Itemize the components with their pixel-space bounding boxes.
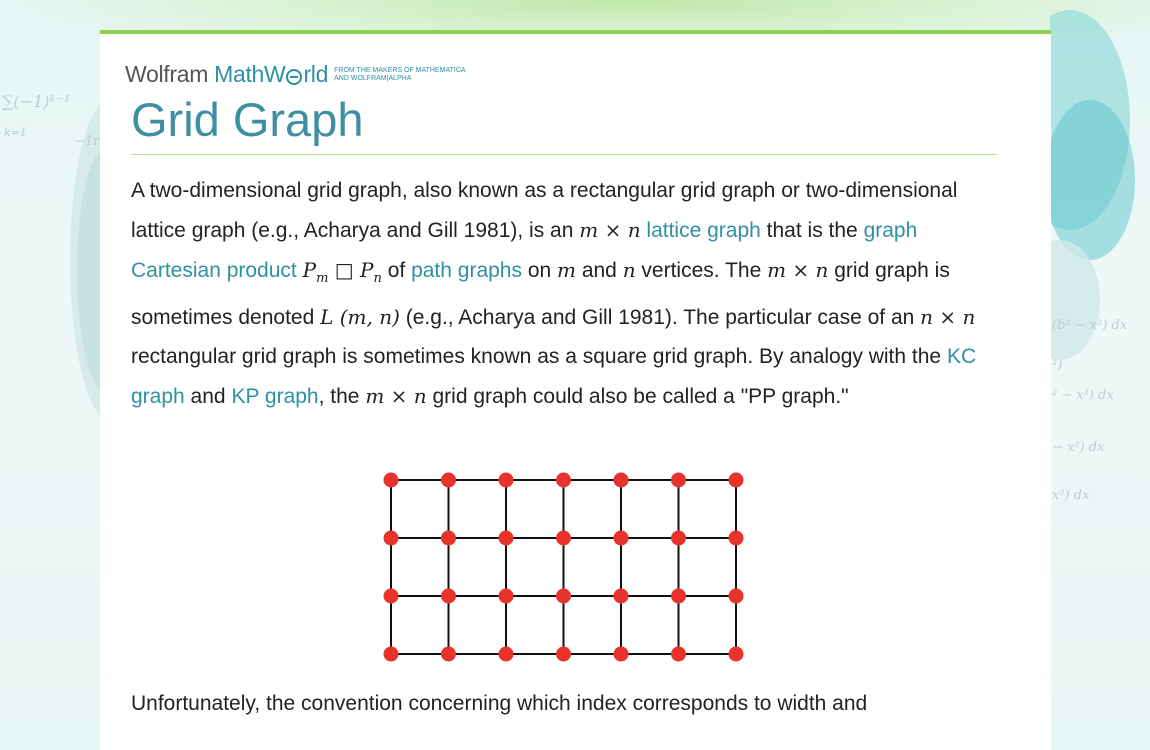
page-title: Grid Graph bbox=[131, 93, 364, 146]
math-p-symbol: P bbox=[302, 257, 317, 282]
right-decorative-background bbox=[1050, 0, 1150, 560]
grid-vertex bbox=[499, 531, 514, 546]
bg-formula-right-1: (b² − x²) dx bbox=[1052, 318, 1128, 333]
grid-vertex bbox=[441, 473, 456, 488]
intro-paragraph bbox=[131, 172, 997, 417]
text-segment: grid graph is sometimes denoted bbox=[131, 258, 950, 330]
grid-vertex bbox=[556, 589, 571, 604]
text-segment: , the bbox=[318, 384, 366, 408]
second-paragraph: Unfortunately, the convention concerning which index corresponds to width and bbox=[131, 692, 868, 715]
title-divider bbox=[131, 154, 997, 155]
grid-vertex bbox=[384, 473, 399, 488]
mathworld-logo[interactable] bbox=[125, 60, 466, 88]
math-subscript-n: n bbox=[373, 270, 382, 286]
link-lattice-graph[interactable]: lattice graph bbox=[646, 218, 761, 242]
grid-vertex bbox=[671, 473, 686, 488]
bg-formula-right-3: ² − x²) dx bbox=[1052, 388, 1114, 403]
grid-vertex bbox=[556, 531, 571, 546]
text-segment: of bbox=[381, 258, 412, 282]
logo-tagline-line-2: AND WOLFRAM|ALPHA bbox=[334, 75, 412, 82]
math-m: m bbox=[557, 257, 576, 282]
grid-vertex bbox=[556, 647, 571, 662]
bg-formula-right-4: − x²) dx bbox=[1052, 440, 1105, 455]
grid-graph-figure bbox=[380, 466, 750, 666]
grid-vertex bbox=[671, 647, 686, 662]
grid-vertex bbox=[729, 473, 744, 488]
grid-vertex bbox=[499, 473, 514, 488]
grid-vertex bbox=[441, 647, 456, 662]
math-p-symbol: P bbox=[360, 257, 374, 282]
grid-vertex bbox=[671, 531, 686, 546]
grid-vertex bbox=[384, 589, 399, 604]
text-segment: and bbox=[575, 258, 623, 282]
grid-vertex bbox=[614, 531, 629, 546]
logo-tagline bbox=[334, 67, 465, 83]
grid-vertex bbox=[556, 473, 571, 488]
grid-vertex bbox=[729, 531, 744, 546]
logo-wolfram-text: Wolfram bbox=[125, 61, 209, 87]
bg-formula-right-2: ²) bbox=[1052, 358, 1063, 373]
grid-vertex bbox=[384, 647, 399, 662]
math-m-times-n: m × n bbox=[365, 383, 427, 408]
text-segment: grid graph could also be called a "PP graph." bbox=[426, 384, 849, 408]
globe-icon bbox=[286, 69, 302, 85]
logo-mathworld-text bbox=[214, 61, 328, 88]
math-box-operator: □ bbox=[328, 257, 361, 282]
link-path-graphs[interactable]: path graphs bbox=[411, 258, 522, 282]
math-l-m-n: L (m, n) bbox=[320, 305, 400, 330]
grid-vertex bbox=[499, 589, 514, 604]
math-subscript-m: m bbox=[316, 270, 329, 286]
grid-vertex bbox=[614, 473, 629, 488]
text-segment: rectangular grid graph is sometimes known as a square grid graph. By analogy with the bbox=[131, 345, 947, 369]
link-kc-graph[interactable]: KC graph bbox=[131, 345, 977, 408]
text-segment: A two-dimensional grid graph, also known as a rectangular grid graph or two-dimensional lattice graph (e.g., Acharya and Gill 1981), is an bbox=[131, 179, 958, 242]
math-p-n bbox=[360, 257, 382, 286]
text-segment: (e.g., Acharya and Gill 1981). The particular case of an bbox=[399, 306, 921, 330]
math-m-times-n: m × n bbox=[767, 257, 829, 282]
text-segment: vertices. The bbox=[635, 258, 768, 282]
grid-vertex bbox=[729, 647, 744, 662]
grid-vertex bbox=[671, 589, 686, 604]
text-segment: and bbox=[184, 384, 232, 408]
content-card bbox=[100, 30, 1051, 750]
math-n: n bbox=[622, 257, 636, 282]
left-decorative-background bbox=[0, 60, 110, 480]
math-n-times-n: n × n bbox=[920, 305, 976, 330]
bg-formula-left-3: −1r bbox=[74, 134, 100, 149]
text-segment: that is the bbox=[760, 218, 864, 242]
grid-vertex bbox=[729, 589, 744, 604]
logo-mathworld-part-1: MathW bbox=[214, 61, 286, 87]
grid-vertex bbox=[441, 531, 456, 546]
bg-formula-left-1: ∑(−1)ᵏ⁻¹ bbox=[2, 92, 71, 111]
bg-formula-right-5: x²) dx bbox=[1052, 488, 1090, 503]
bg-formula-left-2: k=1 bbox=[4, 126, 27, 139]
grid-vertex bbox=[384, 531, 399, 546]
grid-edges bbox=[391, 480, 736, 654]
logo-tagline-line-1: FROM THE MAKERS OF MATHEMATICA bbox=[334, 67, 466, 74]
math-m-times-n: m × n bbox=[579, 217, 641, 242]
text-segment: on bbox=[521, 258, 558, 282]
link-kp-graph[interactable]: KP graph bbox=[231, 384, 319, 408]
grid-vertex bbox=[614, 647, 629, 662]
link-graph-cartesian-product[interactable]: graph Cartesian product bbox=[131, 218, 918, 282]
grid-vertex bbox=[614, 589, 629, 604]
math-p-m bbox=[302, 257, 329, 286]
logo-mathworld-part-2: rld bbox=[303, 61, 329, 87]
grid-vertex bbox=[441, 589, 456, 604]
grid-vertex bbox=[499, 647, 514, 662]
